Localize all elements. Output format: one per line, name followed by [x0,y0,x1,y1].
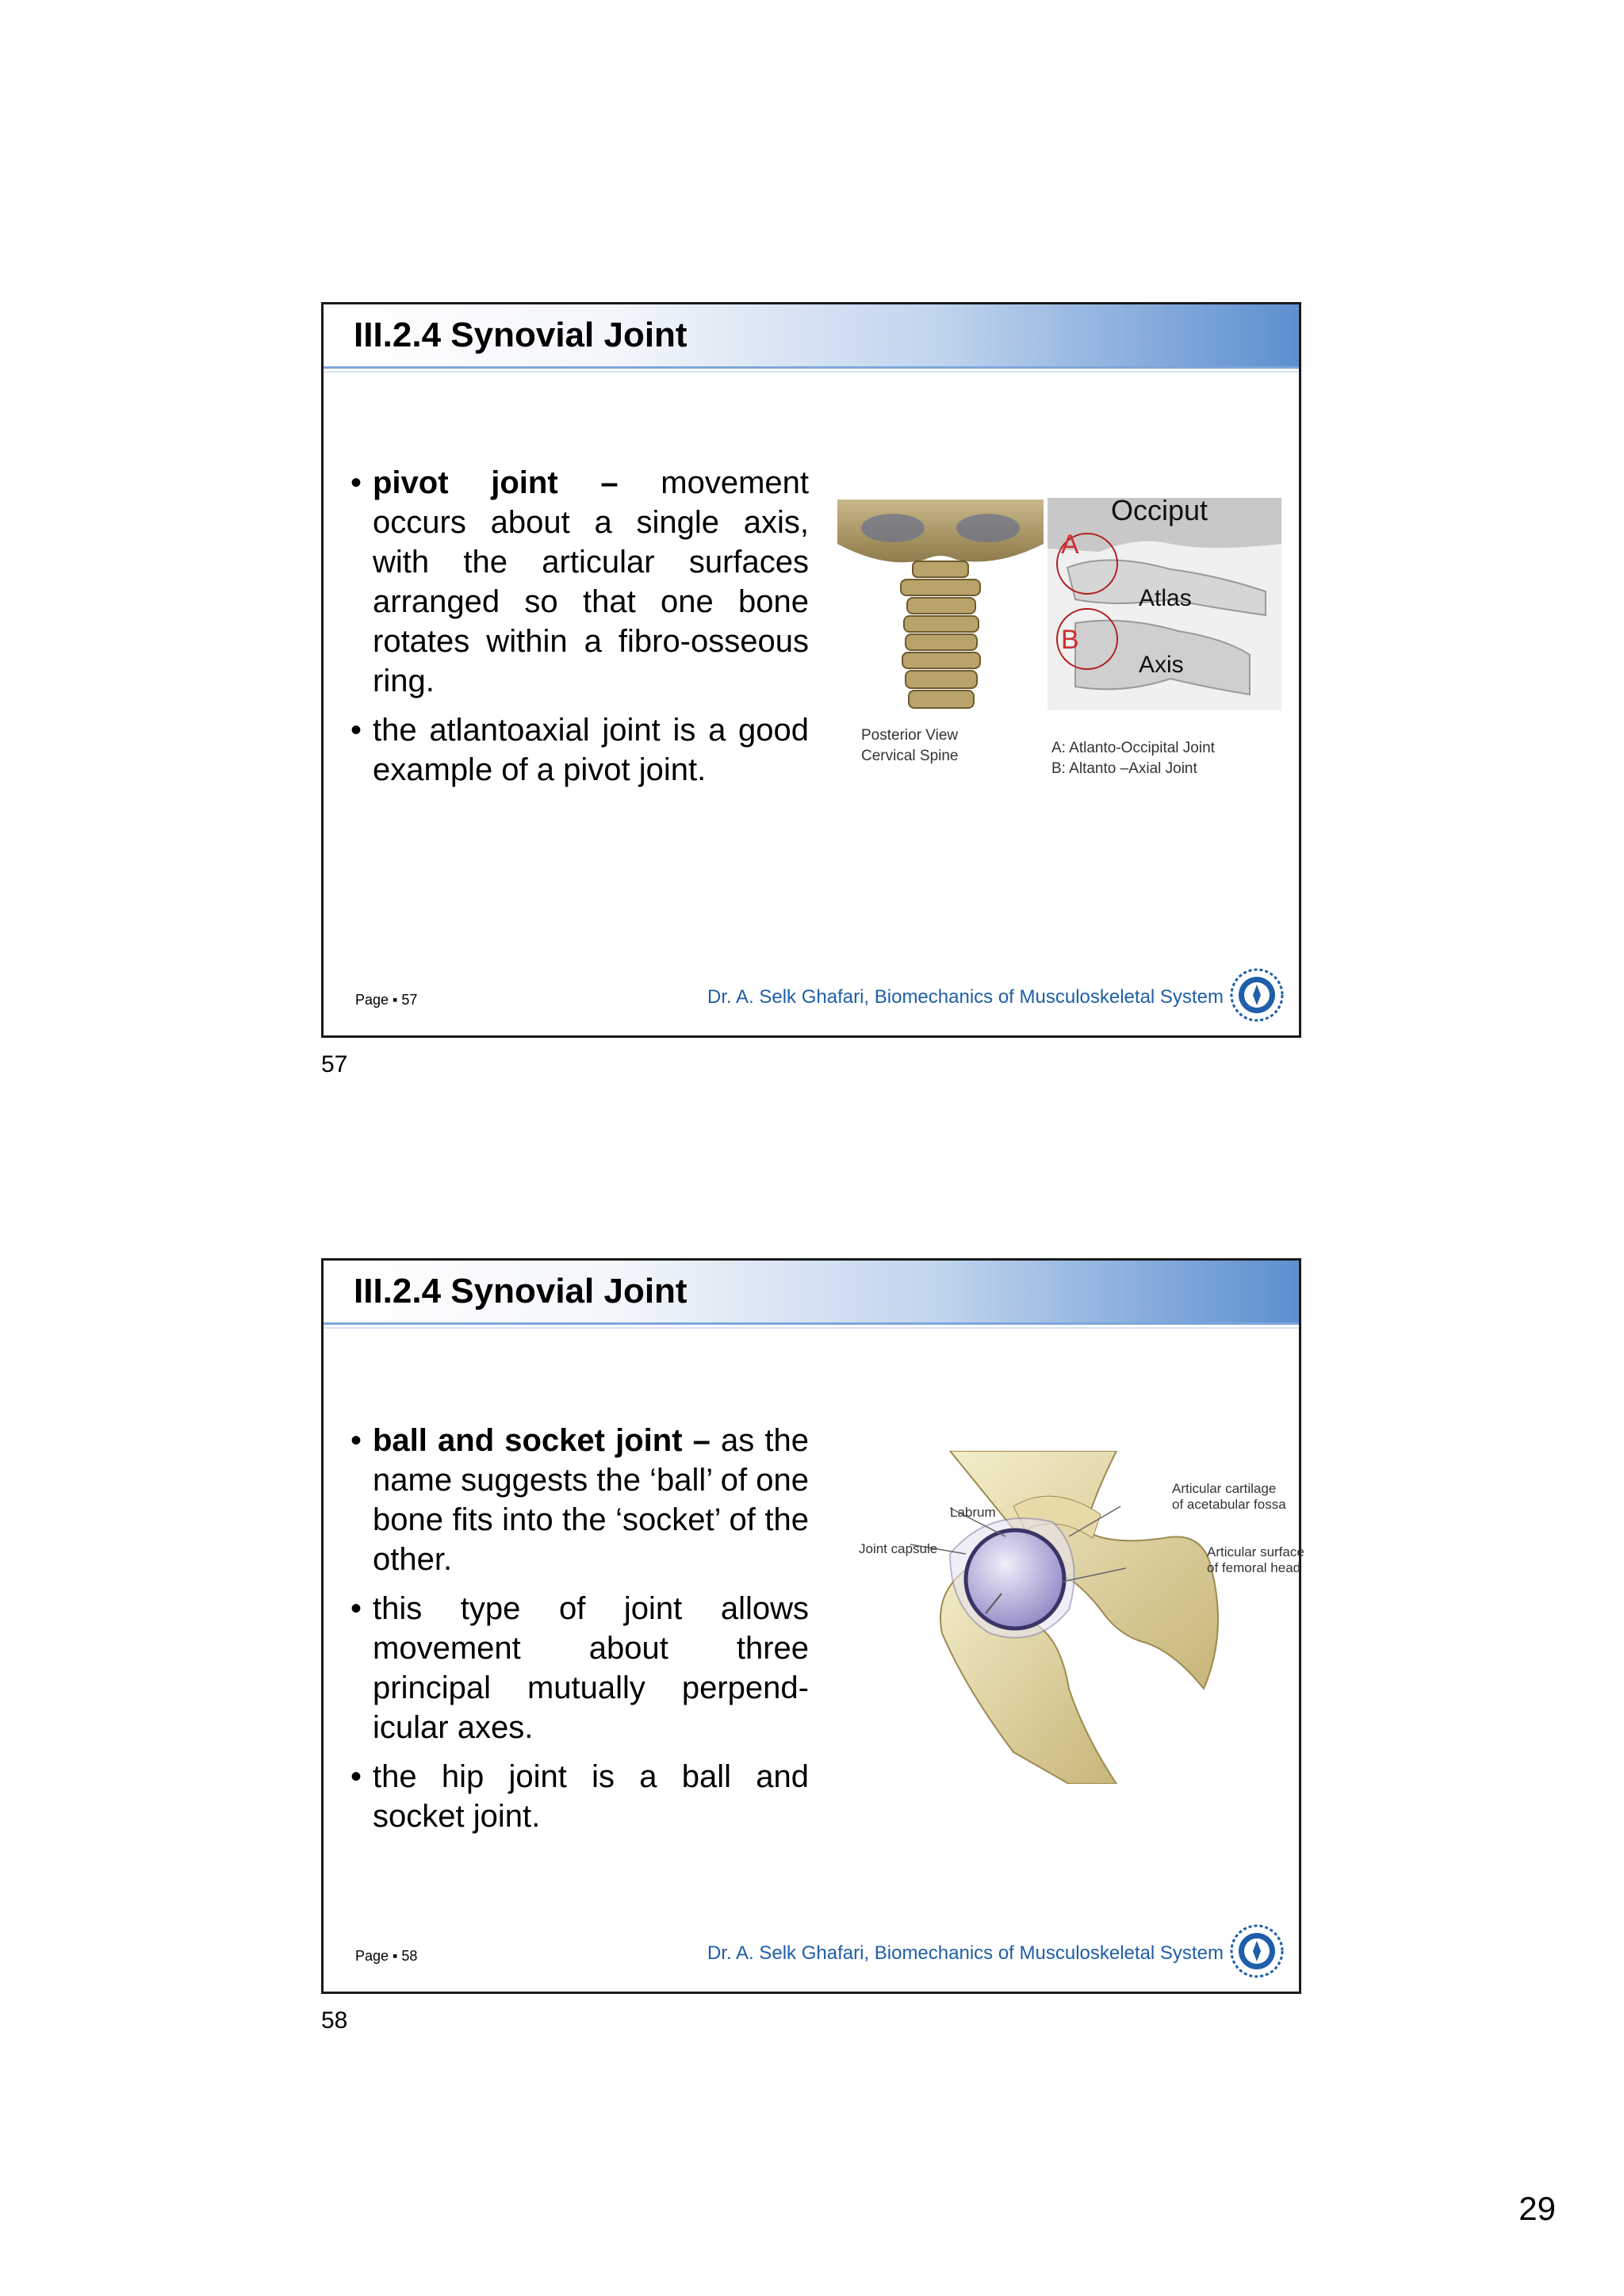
marker-a: A [1061,530,1079,560]
university-seal-icon [1229,967,1285,1023]
page-number: 29 [1519,2190,1556,2227]
bullet-term: pivot joint – [373,465,619,500]
bullet-text: movement occurs about a single axis, with the articular surfaces arranged so that one bone rotates within a fibro-osseous ring. [373,465,809,698]
bullet-list [350,1421,809,1846]
title-bar [324,1261,1299,1325]
legend-a: A: Atlanto-Occipital Joint [1051,740,1215,756]
label-articular-cartilage: Articular cartilage [1172,1481,1277,1496]
caption-posterior-view: Posterior View [861,727,959,744]
label-femoral-head: of femoral head [1207,1560,1301,1575]
slide-title: III.2.4 Synovial Joint [354,1272,688,1311]
cervical-spine-figure [837,496,1281,798]
bullet-text: this type of joint allows movement about three principal mutually perpend-icular axes. [373,1591,809,1745]
slide-number: 57 [321,1051,348,1077]
label-acetabular-fossa: of acetabular fossa [1172,1497,1286,1512]
footer-page-label: Page ▪ 57 [355,992,418,1008]
bullet-item [350,1589,809,1747]
hip-joint-figure [831,1451,1304,1784]
footer-credit: Dr. A. Selk Ghafari, Biomechanics of Musculoskeletal System [707,986,1224,1008]
cervical-spine-illustration [837,496,1281,710]
bullet-item [350,1757,809,1836]
label-joint-capsule: Joint capsule [859,1541,938,1556]
bullet-text: the hip joint is a ball and socket joint. [373,1759,809,1834]
footer-page-label: Page ▪ 58 [355,1948,418,1964]
slide-title: III.2.4 Synovial Joint [354,316,688,354]
slide-58 [321,1258,1304,1994]
slide-57 [321,302,1301,1038]
footer-credit: Dr. A. Selk Ghafari, Biomechanics of Musculoskeletal System [707,1942,1224,1964]
bullet-text: the atlantoaxial joint is a good example of a pivot joint. [373,713,809,787]
slide-number: 58 [321,2007,348,2034]
label-occiput: Occiput [1111,496,1208,526]
caption-cervical-spine: Cervical Spine [861,748,959,764]
bullet-item [350,1421,809,1579]
university-seal-icon [1229,1923,1285,1979]
label-articular-surface: Articular surface [1207,1544,1304,1559]
marker-b: B [1061,625,1079,655]
bullet-list [350,463,809,799]
label-atlas: Atlas [1139,585,1192,611]
legend-b: B: Altanto –Axial Joint [1051,760,1197,777]
bullet-term: ball and socket joint – [373,1423,710,1458]
bullet-item [350,710,809,790]
label-axis: Axis [1139,652,1184,678]
bullet-text: as the name suggests the ‘ball’ of one bone fits into the ‘socket’ of the other. [373,1423,810,1577]
title-bar [324,304,1299,369]
label-labrum: Labrum [950,1505,996,1520]
bullet-item [350,463,809,701]
